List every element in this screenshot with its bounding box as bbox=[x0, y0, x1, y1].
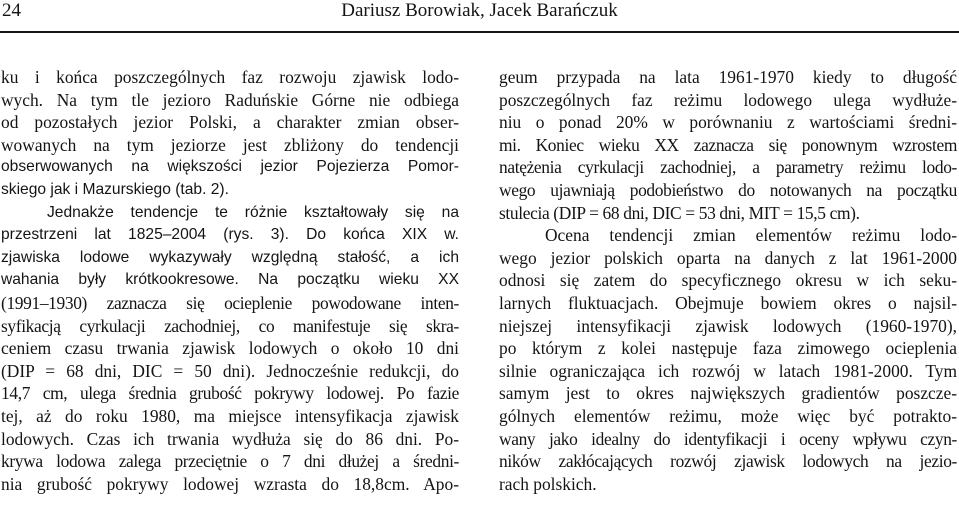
text-line: (1991–1930) zaznacza się ocieplenie powodowane inten- bbox=[1, 292, 459, 313]
text-line: samym jest to okres największych gradientów poszcze- bbox=[499, 383, 957, 404]
text-line: zjawiska lodowe wykazywały względną stałość, a ich bbox=[1, 248, 459, 266]
text-line: po którym z kolei następuje faza zimowego ocieplenia bbox=[499, 338, 957, 359]
text-line: ceniem czasu trwania zjawisk lodowych o około 10 dni bbox=[1, 338, 459, 359]
text-line: geum przypada na lata 1961-1970 kiedy to długość bbox=[499, 67, 957, 87]
text-line: wego ujawniają podobieństwo do notowanych na początku bbox=[499, 179, 957, 200]
header-rule bbox=[0, 31, 959, 33]
text-line: rach polskich. bbox=[499, 473, 597, 494]
page-number: 24 bbox=[2, 0, 21, 21]
text-line: larnych fluktuacjach. Obejmuje bowiem okres o najsil- bbox=[499, 292, 957, 313]
text-line: gólnych elementów reżimu, może więc być potrakto- bbox=[499, 405, 957, 426]
text-line: natężenia cyrkulacji zachodniej, a parametry reżimu lodo- bbox=[499, 157, 957, 178]
text-line: mi. Koniec wieku XX zaznacza się ponownym wzrostem bbox=[499, 134, 957, 155]
text-line: krywa lodowa zalega przeciętnie o 7 dni dłużej a średni- bbox=[1, 451, 459, 472]
text-line: tej, aż do roku 1980, ma miejsce intensyfikacja zjawisk bbox=[1, 405, 459, 426]
text-line: poszczególnych faz reżimu lodowego ulega wydłuże- bbox=[499, 89, 957, 110]
text-line: ników zakłócających rozwój zjawisk lodowych na jezio- bbox=[499, 451, 957, 472]
text-line: niejszej intensyfikacji zjawisk lodowych (1960-1970), bbox=[499, 315, 957, 336]
text-line: ku i końca poszczególnych faz rozwoju zjawisk lodo- bbox=[1, 67, 459, 87]
text-line: nia grubość pokrywy lodowej wzrasta do 18,8cm. Apo- bbox=[1, 473, 459, 494]
text-line: wowanych na tym jeziorze jest zbliżony do tendencji bbox=[1, 134, 459, 155]
running-header-authors: Dariusz Borowiak, Jacek Barańczuk bbox=[341, 0, 618, 21]
text-line: Ocena tendencji zmian elementów reżimu lodo- bbox=[545, 225, 957, 246]
text-line: (DIP = 68 dni, DIC = 50 dni). Jednocześnie redukcji, do bbox=[1, 360, 459, 381]
text-line: syfikacją cyrkulacji zachodniej, co manifestuje się skra- bbox=[1, 315, 459, 336]
text-line: 14,7 cm, ulega średnia grubość pokrywy lodowej. Po fazie bbox=[1, 383, 459, 404]
text-line: od pozostałych jezior Polski, a charakter zmian obser- bbox=[1, 112, 459, 133]
text-line: przestrzeni lat 1825–2004 (rys. 3). Do końca XIX w. bbox=[1, 226, 459, 244]
text-line: obserwowanych na większości jezior Pojezierza Pomor- bbox=[1, 158, 459, 176]
text-line: Jednakże tendencje te różnie kształtowały się na bbox=[47, 203, 459, 221]
text-line: niu o ponad 20% w porównaniu z wartościami średni- bbox=[499, 112, 957, 133]
text-line: odnosi się zatem do specyficznego okresu w ich seku- bbox=[499, 270, 957, 291]
text-line: lodowych. Czas ich trwania wydłuża się do 86 dni. Po- bbox=[1, 428, 459, 449]
left-text-column bbox=[1, 66, 459, 495]
text-line: wych. Na tym tle jezioro Raduńskie Górne nie odbiega bbox=[1, 89, 459, 110]
text-line: wego jezior polskich oparta na danych z lat 1961-2000 bbox=[499, 247, 957, 268]
text-line: silnie ograniczająca ich rozwój w latach 1981-2000. Tym bbox=[499, 360, 957, 381]
text-line: wahania były krótkookresowe. Na początku wieku XX bbox=[1, 271, 459, 289]
text-line: skiego jak i Mazurskiego (tab. 2). bbox=[1, 180, 229, 198]
text-line: wany jako idealny do identyfikacji i oceny wpływu czyn- bbox=[499, 428, 957, 449]
right-text-column bbox=[499, 66, 957, 495]
text-line: stulecia (DIP = 68 dni, DIC = 53 dni, MIT = 15,5 cm). bbox=[499, 202, 860, 223]
